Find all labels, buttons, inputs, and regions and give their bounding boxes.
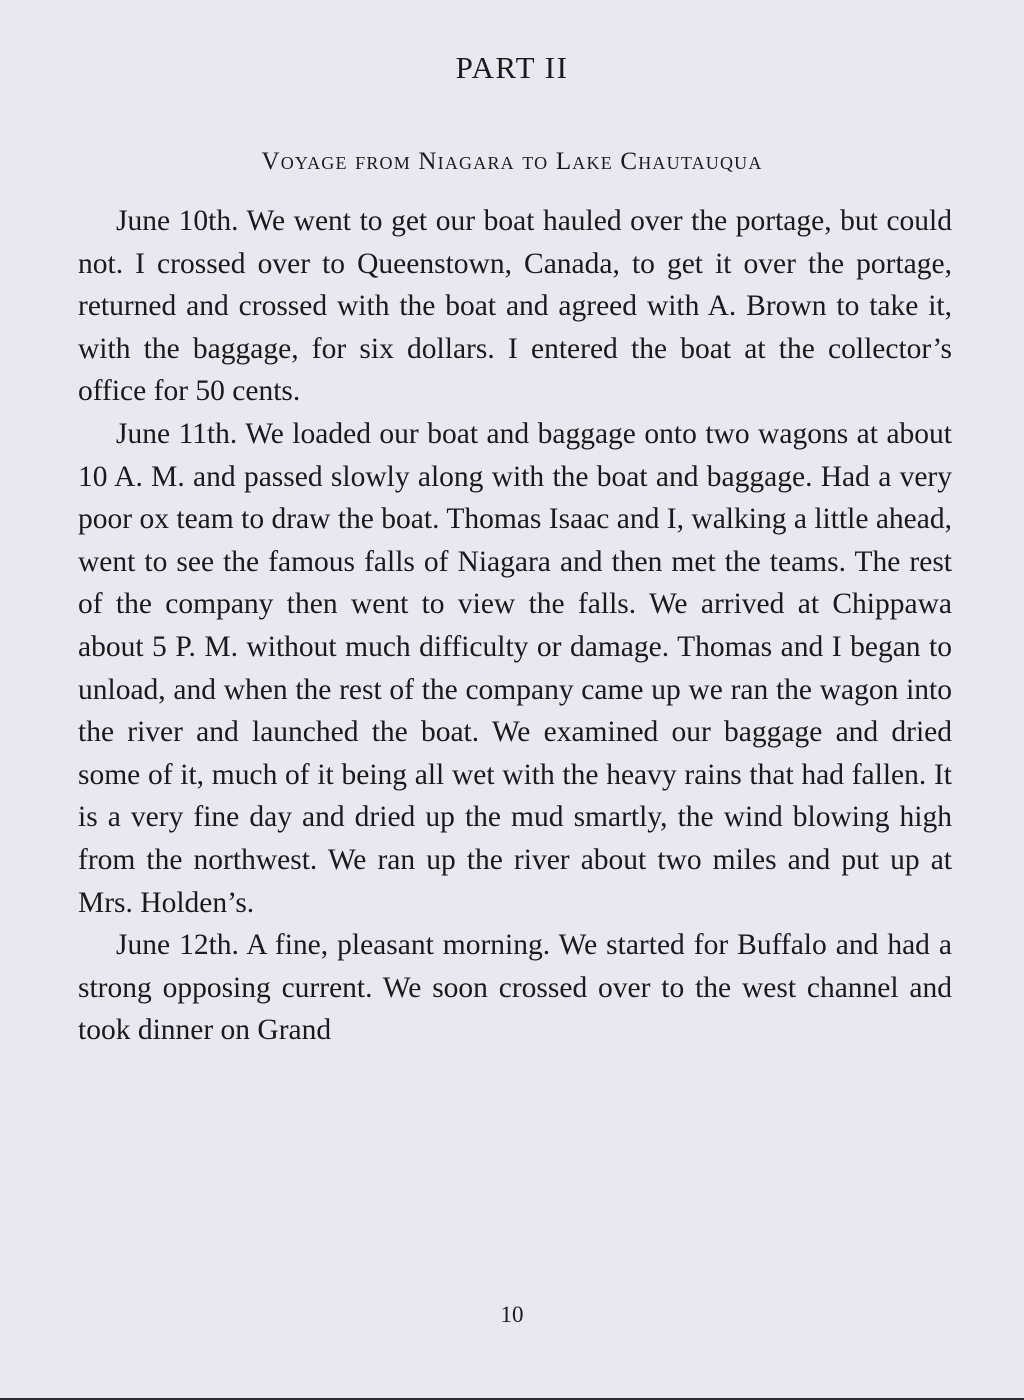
paragraph-june-10: June 10th. We went to get our boat hauled over the portage, but could not. I crossed over to Queenstown, Canada, to get it over the portage, returned and crossed with the boat and agreed with A. Brown to take it, with the baggage, for six dollars. I entered the boat at the collector’s office for 50 cents.: [78, 205, 952, 408]
paragraph-june-12: June 12th. A fine, pleasant morning. We started for Buffalo and had a strong opposing current. We soon crossed over to the west channel and took dinner on Grand: [78, 929, 952, 1047]
part-title: PART II: [455, 50, 569, 85]
body-text: [78, 200, 952, 1052]
chapter-title: Voyage from Niagara to Lake Chautauqua: [261, 148, 763, 175]
page-number: 10: [500, 1302, 524, 1327]
paragraph-june-11: June 11th. We loaded our boat and baggage onto two wagons at about 10 A. M. and passed slowly along with the boat and baggage. Had a very poor ox team to draw the boat. Thomas Isaac and I, walking a little ahead, went to see the famous falls of Niagara and then met the teams. The rest of the company then went to view the falls. We arrived at Chippawa about 5 P. M. without much difficulty or damage. Thomas and I began to unload, and when the rest of the company came up we ran the wagon into the river and launched the boat. We examined our baggage and dried some of it, much of it being all wet with the heavy rains that had fallen. It is a very fine day and dried up the mud smartly, the wind blowing high from the northwest. We ran up the river about two miles and put up at Mrs. Holden’s.: [78, 417, 952, 919]
